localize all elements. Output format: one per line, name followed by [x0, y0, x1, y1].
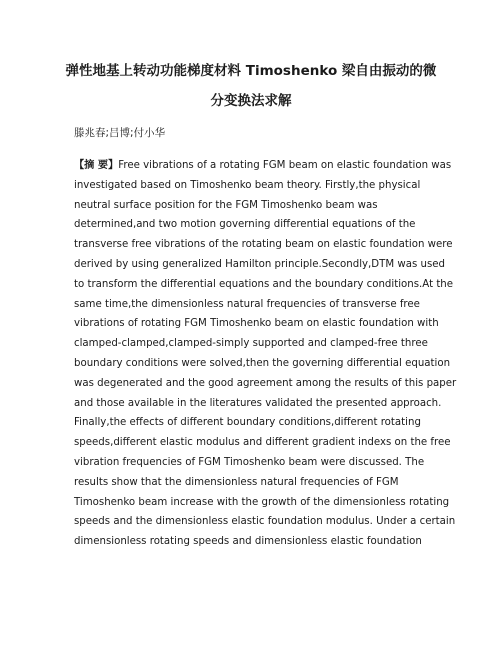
abstract-line-17: results show that the dimensionless natural frequencies of FGM: [74, 476, 399, 488]
abstract-line-4: determined,and two motion governing differential equations of the: [74, 219, 416, 231]
abstract-line-15: speeds,different elastic modulus and different gradient indexs on the free: [74, 437, 451, 449]
abstract-line-14: Finally,the effects of different boundary conditions,different rotating: [74, 417, 421, 429]
author-list: 滕兆春;吕博;付小华: [74, 127, 166, 139]
abstract-line-7: to transform the differential equations and the boundary conditions.At the: [74, 278, 454, 290]
abstract-block: [74, 156, 457, 552]
abstract-line-13: and those available in the literatures validated the presented approach.: [74, 397, 442, 409]
abstract-line-3: neutral surface position for the FGM Timoshenko beam was: [74, 199, 378, 211]
abstract-line-9: vibrations of rotating FGM Timoshenko beam on elastic foundation with: [74, 318, 439, 330]
abstract-line-20: dimensionless rotating speeds and dimensionless elastic foundation: [74, 536, 422, 548]
abstract-line-16: vibration frequencies of FGM Timoshenko beam were discussed. The: [74, 456, 425, 468]
abstract-line-18: Timoshenko beam increase with the growth of the dimensionless rotating: [74, 496, 450, 508]
abstract-line-6: derived by using generalized Hamilton principle.Secondly,DTM was used: [74, 258, 446, 270]
abstract-line-8: same time,the dimensionless natural frequencies of transverse free: [74, 298, 420, 310]
abstract-line-5: transverse free vibrations of the rotating beam on elastic foundation were: [74, 239, 453, 251]
paper-title-line-2: 分变换法求解: [210, 93, 292, 109]
abstract-line-1: [74, 156, 452, 176]
abstract-line-10: clamped-clamped,clamped-simply supported and clamped-free three: [74, 338, 428, 350]
paper-title-line-1: 弹性地基上转动功能梯度材料 Timoshenko 梁自由振动的微: [65, 63, 437, 79]
abstract-line-19: speeds and the dimensionless elastic foundation modulus. Under a certain: [74, 516, 456, 528]
abstract-line-11: boundary conditions were solved,then the governing differential equation: [74, 357, 451, 369]
abstract-line-12: was degenerated and the good agreement among the results of this paper: [74, 377, 457, 389]
abstract-line-2: investigated based on Timoshenko beam theory. Firstly,the physical: [74, 179, 421, 191]
abstract-line-text: Free vibrations of a rotating FGM beam on elastic foundation was: [118, 160, 452, 171]
abstract-label: 【摘 要】: [74, 160, 119, 171]
